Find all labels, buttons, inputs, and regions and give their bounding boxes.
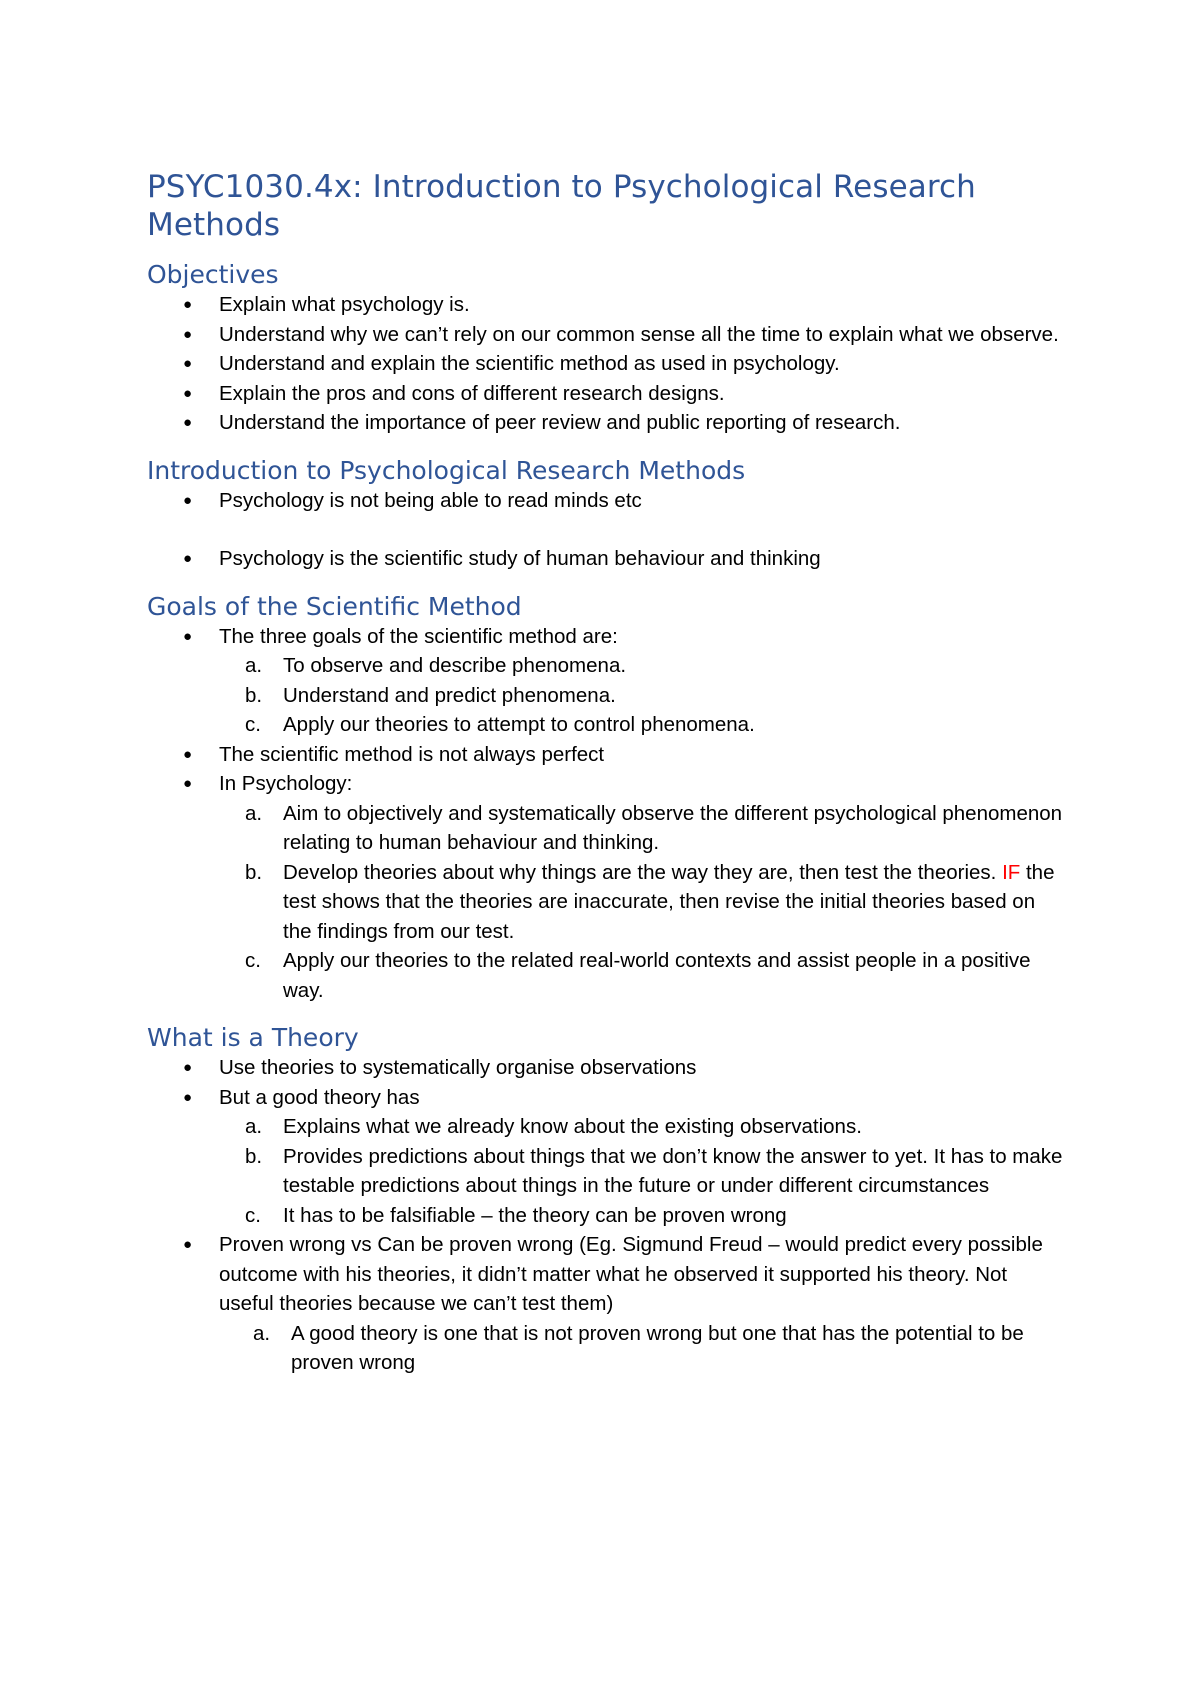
- list-item: [147, 769, 1067, 1005]
- bullet-dot-icon: ●: [183, 296, 193, 313]
- list-item-text: Psychology is not being able to read minds etc: [219, 488, 642, 512]
- list-item: [147, 1230, 1067, 1378]
- list-item-text: But a good theory has: [219, 1085, 420, 1109]
- list-item-text: The scientific method is not always perfect: [219, 742, 605, 766]
- list-item-text: Explains what we already know about the existing observations.: [283, 1115, 862, 1138]
- list-marker: b.: [245, 683, 263, 707]
- section-goals: [147, 592, 1067, 1006]
- list-item-text: Understand and explain the scientific method as used in psychology.: [219, 352, 840, 375]
- list-item-text: The three goals of the scientific method are:: [219, 624, 618, 648]
- sub-list-item: [219, 1112, 1067, 1142]
- list-item: [147, 290, 1067, 320]
- list-item: [147, 740, 1067, 770]
- document-title: PSYC1030.4x: Introduction to Psychological Research Methods: [147, 169, 976, 243]
- list-item: [147, 544, 1067, 574]
- section-objectives: [147, 260, 1067, 438]
- list-item: [147, 1083, 1067, 1231]
- sub-list-item: [219, 710, 1067, 740]
- document-body: [147, 168, 1067, 1396]
- list-item-text: Explain the pros and cons of different research designs.: [219, 381, 725, 405]
- section-heading: Introduction to Psychological Research Methods: [147, 455, 746, 485]
- list-marker: c.: [245, 713, 261, 736]
- list-item-text: Psychology is the scientific study of human behaviour and thinking: [219, 547, 821, 570]
- list-marker: b.: [245, 860, 263, 884]
- list-item: [147, 320, 1067, 350]
- list-item-text: Use theories to systematically organise observations: [219, 1056, 697, 1079]
- list-item-text: A good theory is one that is not proven wrong but one that has the potential to be proven wrong: [291, 1321, 1024, 1374]
- section-introduction: [147, 456, 1067, 574]
- list-item-text: To observe and describe phenomena.: [283, 654, 627, 677]
- bullet-list: [147, 622, 1067, 1006]
- list-item: [147, 379, 1067, 409]
- list-item-text: Develop theories about why things are the way they are, then test the theories.: [283, 860, 1003, 884]
- list-marker: a.: [245, 654, 263, 677]
- bullet-dot-icon: ●: [183, 355, 193, 372]
- bullet-dot-icon: ●: [183, 627, 193, 645]
- sub-list-item: [219, 1201, 1067, 1231]
- blank-line: [147, 515, 1067, 544]
- list-marker: c.: [245, 949, 261, 972]
- sub-list: [219, 1112, 1067, 1230]
- bullet-dot-icon: ●: [183, 414, 193, 431]
- list-marker: c.: [245, 1203, 261, 1227]
- highlight-if: IF: [1002, 860, 1021, 884]
- list-item-text: Apply our theories to attempt to control phenomena.: [283, 713, 755, 736]
- sub-list-item: [219, 858, 1067, 947]
- list-item: [147, 1053, 1067, 1083]
- list-item-text: Provides predictions about things that we don’t know the answer to yet. It has to make testable predictions about things in the future or under different circumstances: [283, 1144, 1063, 1197]
- list-item-text: Aim to objectively and systematically observe the different psychological phenomenon relating to human behaviour and thinking.: [283, 801, 1063, 854]
- list-marker: a.: [253, 1321, 271, 1345]
- section-heading: What is a Theory: [147, 1023, 359, 1052]
- bullet-dot-icon: ●: [183, 1236, 193, 1253]
- list-item: [147, 408, 1067, 438]
- list-item-text: Understand why we can’t rely on our common sense all the time to explain what we observe.: [219, 322, 1059, 346]
- list-item-text: It has to be falsifiable – the theory can be proven wrong: [283, 1203, 787, 1227]
- bullet-list: [147, 486, 1067, 574]
- sub-list-item: [219, 799, 1067, 858]
- bullet-dot-icon: ●: [183, 491, 193, 509]
- list-item: [147, 486, 1067, 516]
- sub-list-item: [219, 681, 1067, 711]
- list-item-text: Apply our theories to the related real-world contexts and assist people in a positive way.: [283, 949, 1031, 1002]
- sub-list-item: [219, 946, 1067, 1005]
- list-marker: b.: [245, 1144, 263, 1168]
- list-marker: a.: [245, 801, 263, 825]
- list-item-text: Understand and predict phenomena.: [283, 683, 616, 707]
- list-marker: a.: [245, 1115, 263, 1138]
- sub-list-item: [219, 1142, 1067, 1201]
- list-item-text: Proven wrong vs Can be proven wrong (Eg. Sigmund Freud – would predict every possible outcome with his theories, it didn’t matter what he observed it supported his theory. Not useful theories because we can’t test them): [219, 1233, 1043, 1315]
- sub-list: [219, 799, 1067, 1006]
- sub-list: [219, 1319, 1067, 1378]
- bullet-dot-icon: ●: [183, 550, 193, 567]
- bullet-dot-icon: ●: [183, 384, 193, 402]
- sub-list-item: [219, 651, 1067, 681]
- bullet-dot-icon: ●: [183, 775, 193, 792]
- section-theory: [147, 1023, 1067, 1378]
- bullet-list: [147, 290, 1067, 438]
- bullet-list: [147, 1053, 1067, 1378]
- bullet-dot-icon: ●: [183, 745, 193, 763]
- sub-list: [219, 651, 1067, 740]
- sub-list-item: [219, 1319, 1067, 1378]
- bullet-dot-icon: ●: [183, 1088, 193, 1106]
- bullet-dot-icon: ●: [183, 1059, 193, 1076]
- list-item: [147, 349, 1067, 379]
- list-item-text: In Psychology:: [219, 772, 353, 795]
- list-item-text: Explain what psychology is.: [219, 293, 470, 316]
- list-item: [147, 622, 1067, 740]
- bullet-dot-icon: ●: [183, 325, 193, 343]
- list-item-text: Understand the importance of peer review and public reporting of research.: [219, 411, 901, 434]
- section-heading: Objectives: [147, 260, 279, 289]
- list-item-text: the test shows that the theories are inaccurate, then revise the initial theories based on the findings from our test.: [283, 860, 1055, 943]
- section-heading: Goals of the Scientific Method: [147, 591, 522, 621]
